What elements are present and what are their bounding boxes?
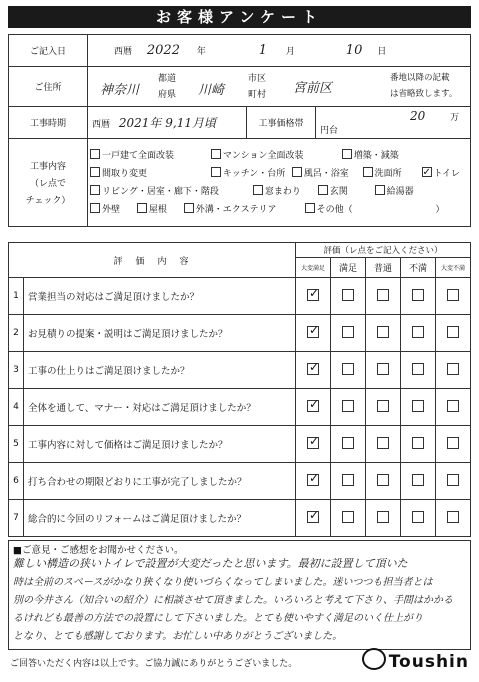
- checkbox[interactable]: [375, 185, 385, 195]
- question-text: 営業担当の対応はご満足頂けましたか？: [24, 278, 296, 315]
- level-header: 満足: [331, 258, 366, 278]
- rating-cell: [296, 500, 331, 537]
- checkbox-item[interactable]: 給湯器: [375, 187, 414, 197]
- rating-checkbox[interactable]: [447, 289, 459, 301]
- rating-cell: [331, 463, 366, 500]
- checkbox-item[interactable]: 風呂・浴室: [292, 165, 360, 183]
- rating-checkbox[interactable]: [307, 474, 319, 486]
- rating-cell: [436, 426, 471, 463]
- rating-cell: [366, 278, 401, 315]
- rating-cell: [331, 500, 366, 537]
- rating-checkbox[interactable]: [447, 437, 459, 449]
- house-icon: [362, 648, 386, 670]
- checkbox-item[interactable]: 外壁: [90, 201, 134, 219]
- checkbox-item[interactable]: 一戸建て全面改装: [90, 147, 208, 165]
- rating-checkbox[interactable]: [377, 289, 389, 301]
- rating-checkbox[interactable]: [447, 474, 459, 486]
- question-text: 全体を通して、マナー・対応はご満足頂けましたか？: [24, 389, 296, 426]
- address-label: ご住所: [9, 67, 88, 107]
- rating-checkbox[interactable]: [342, 511, 354, 523]
- price-label: 工事価格帯: [247, 107, 316, 139]
- question-number: 7: [9, 500, 24, 537]
- checkbox[interactable]: [90, 203, 100, 213]
- date-day: 10: [345, 43, 363, 58]
- rating-cell: [401, 389, 436, 426]
- comment-line: 時は全前のスペースがかなり狭くなり使いづらくなってしまいました。迷いつつも担当者とは: [13, 577, 433, 588]
- date-year: 2022: [146, 43, 180, 58]
- rating-cell: [366, 389, 401, 426]
- question-row: [9, 315, 471, 352]
- checkbox-item[interactable]: 外溝・エクステリア: [184, 201, 302, 219]
- comment-line: となり、とても感謝しております。お忙しい中ありがとうございました。: [13, 631, 343, 642]
- rating-checkbox[interactable]: [377, 363, 389, 375]
- checkbox[interactable]: [363, 167, 373, 177]
- question-number: 6: [9, 463, 24, 500]
- rating-cell: [366, 500, 401, 537]
- rating-cell: [436, 389, 471, 426]
- rating-checkbox[interactable]: [342, 474, 354, 486]
- evaluation-table: [8, 242, 471, 537]
- checkbox[interactable]: [342, 149, 352, 159]
- rating-cell: [401, 278, 436, 315]
- rating-cell: [436, 315, 471, 352]
- checkbox-item[interactable]: 玄関: [318, 183, 372, 201]
- address-town: 宮前区: [293, 81, 333, 96]
- question-text: お見積りの提案・説明はご満足頂けましたか？: [24, 315, 296, 352]
- rating-checkbox[interactable]: [447, 363, 459, 375]
- rating-cell: [401, 315, 436, 352]
- rating-cell: [366, 463, 401, 500]
- checkbox[interactable]: [137, 203, 147, 213]
- checkbox-item[interactable]: 増築・減築: [342, 151, 399, 161]
- level-header: 普通: [366, 258, 401, 278]
- checkbox[interactable]: [292, 167, 302, 177]
- rating-cell: [331, 426, 366, 463]
- rating-cell: [436, 463, 471, 500]
- price-value: 20: [410, 109, 426, 123]
- rating-checkbox[interactable]: [307, 363, 319, 375]
- checkbox-item[interactable]: 屋根: [137, 201, 181, 219]
- question-row: [9, 352, 471, 389]
- question-number: 2: [9, 315, 24, 352]
- date-field[interactable]: 西暦 2022 年 1 月 10 日: [88, 35, 471, 67]
- rating-checkbox[interactable]: [342, 326, 354, 338]
- question-text: 打ち合わせの期限どおりに工事が完了しましたか？: [24, 463, 296, 500]
- question-text: 総合的に今回のリフォームはご満足頂けましたか？: [24, 500, 296, 537]
- checkbox[interactable]: [253, 185, 263, 195]
- date-label: ご記入日: [9, 35, 88, 67]
- rating-checkbox[interactable]: [307, 437, 319, 449]
- rating-cell: [296, 315, 331, 352]
- rating-checkbox[interactable]: [377, 326, 389, 338]
- rating-checkbox[interactable]: [307, 326, 319, 338]
- rating-checkbox[interactable]: [377, 511, 389, 523]
- period-label: 工事時期: [9, 107, 88, 139]
- checkbox[interactable]: [318, 185, 328, 195]
- rating-checkbox[interactable]: [377, 474, 389, 486]
- rating-checkbox[interactable]: [412, 474, 424, 486]
- rating-checkbox[interactable]: [412, 289, 424, 301]
- checkbox[interactable]: [90, 185, 100, 195]
- checkbox[interactable]: [211, 149, 221, 159]
- rating-checkbox[interactable]: [447, 511, 459, 523]
- date-month: 1: [258, 43, 268, 58]
- rating-checkbox[interactable]: [412, 363, 424, 375]
- question-row: [9, 389, 471, 426]
- rating-checkbox[interactable]: [307, 289, 319, 301]
- question-row: [9, 500, 471, 537]
- rating-cell: [436, 352, 471, 389]
- question-number: 1: [9, 278, 24, 315]
- rating-checkbox[interactable]: [307, 400, 319, 412]
- comment-label: ■ご意見・ご感想をお聞かせください。: [13, 545, 184, 556]
- rating-checkbox[interactable]: [342, 437, 354, 449]
- rating-checkbox[interactable]: [412, 326, 424, 338]
- rating-cell: [331, 278, 366, 315]
- rating-cell: [296, 352, 331, 389]
- rating-cell: [366, 352, 401, 389]
- rating-cell: [296, 463, 331, 500]
- rating-cell: [296, 426, 331, 463]
- content-row: 外壁 屋根 外溝・エクステリア その他（ ）: [90, 201, 466, 219]
- content-field: [88, 139, 471, 227]
- rating-checkbox[interactable]: [342, 289, 354, 301]
- question-text: 工事の仕上りはご満足頂けましたか？: [24, 352, 296, 389]
- form-title: お客様アンケート: [8, 6, 471, 28]
- rating-checkbox[interactable]: [447, 326, 459, 338]
- rating-cell: [401, 500, 436, 537]
- question-number: 4: [9, 389, 24, 426]
- rating-cell: [401, 426, 436, 463]
- footer-note: ご回答いただく内容は以上です。ご協力誠にありがとうございました。: [10, 659, 298, 669]
- rating-cell: [296, 389, 331, 426]
- rating-checkbox[interactable]: [307, 511, 319, 523]
- checkbox-item[interactable]: マンション全面改装: [211, 147, 339, 165]
- checkbox[interactable]: [305, 203, 315, 213]
- eval-header: 評価（レ点をご記入ください）: [296, 243, 471, 258]
- checkbox-item[interactable]: リビング・居室・廊下・階段: [90, 183, 250, 201]
- question-number: 5: [9, 426, 24, 463]
- rating-checkbox[interactable]: [342, 363, 354, 375]
- rating-cell: [436, 278, 471, 315]
- rating-checkbox[interactable]: [447, 400, 459, 412]
- level-header: 大変不満: [436, 258, 471, 278]
- content-row: [90, 165, 466, 183]
- checkbox-item[interactable]: 洗面所: [363, 165, 419, 183]
- rating-cell: [401, 352, 436, 389]
- rating-cell: [331, 389, 366, 426]
- level-header: 大変満足: [296, 258, 331, 278]
- checkbox[interactable]: [211, 167, 221, 177]
- rating-checkbox[interactable]: [412, 511, 424, 523]
- customer-info-table: [8, 34, 471, 227]
- checkbox[interactable]: [184, 203, 194, 213]
- checkbox-item[interactable]: 窓まわり: [253, 183, 315, 201]
- question-row: [9, 426, 471, 463]
- checkbox-item[interactable]: キッチン・台所: [211, 165, 289, 183]
- rating-cell: [401, 463, 436, 500]
- address-pref: 神奈川: [100, 83, 140, 98]
- comment-line: 別の今井さん（知合いの紹介）に相談させて頂きました。いろいろと考えて下さり、手間はかかる: [13, 595, 453, 606]
- rating-cell: [366, 315, 401, 352]
- checkbox-item[interactable]: 間取り変更: [90, 165, 208, 183]
- rating-cell: [331, 352, 366, 389]
- rating-cell: [331, 315, 366, 352]
- rating-checkbox[interactable]: [412, 400, 424, 412]
- content-row: [90, 147, 466, 165]
- level-header: 不満: [401, 258, 436, 278]
- question-row: [9, 463, 471, 500]
- comment-line: るけれども最善の方法での設置にして下さいました。とても使いやすく満足のいく仕上がり: [13, 613, 423, 624]
- checkbox[interactable]: [90, 149, 100, 159]
- period-value: 2021年 9,11月頃: [118, 116, 216, 130]
- question-number: 3: [9, 352, 24, 389]
- address-city: 川崎: [198, 83, 225, 98]
- comment-box[interactable]: [8, 540, 471, 650]
- rating-checkbox[interactable]: [412, 437, 424, 449]
- question-text: 工事内容に対して価格はご満足頂けましたか？: [24, 426, 296, 463]
- address-field[interactable]: 神奈川 都道 府県 川崎 市区 町村 宮前区 番地以降の記載 は省略致します。: [88, 67, 471, 107]
- period-field[interactable]: 西暦 2021年 9,11月頃: [88, 107, 247, 139]
- company-logo: Toushin: [362, 648, 469, 672]
- comment-line: 難しい構造の狭いトイレで設置が大変だったと思います。最初に設置して頂いた: [13, 557, 408, 570]
- rating-checkbox[interactable]: [342, 400, 354, 412]
- rating-cell: [296, 278, 331, 315]
- rating-checkbox[interactable]: [377, 400, 389, 412]
- rating-cell: [436, 500, 471, 537]
- content-row: [90, 183, 466, 201]
- price-field[interactable]: 20 万円台: [316, 107, 471, 139]
- content-label: 工事内容 （レ点で チェック）: [9, 139, 88, 227]
- rating-cell: [366, 426, 401, 463]
- rating-checkbox[interactable]: [377, 437, 389, 449]
- checkbox[interactable]: [90, 167, 100, 177]
- checkbox-checked[interactable]: [422, 167, 432, 177]
- checkbox-item[interactable]: その他（: [305, 205, 353, 215]
- question-row: [9, 278, 471, 315]
- eval-header-content: 評 価 内 容: [9, 243, 296, 278]
- checkbox-item[interactable]: ✓ トイレ: [422, 169, 461, 179]
